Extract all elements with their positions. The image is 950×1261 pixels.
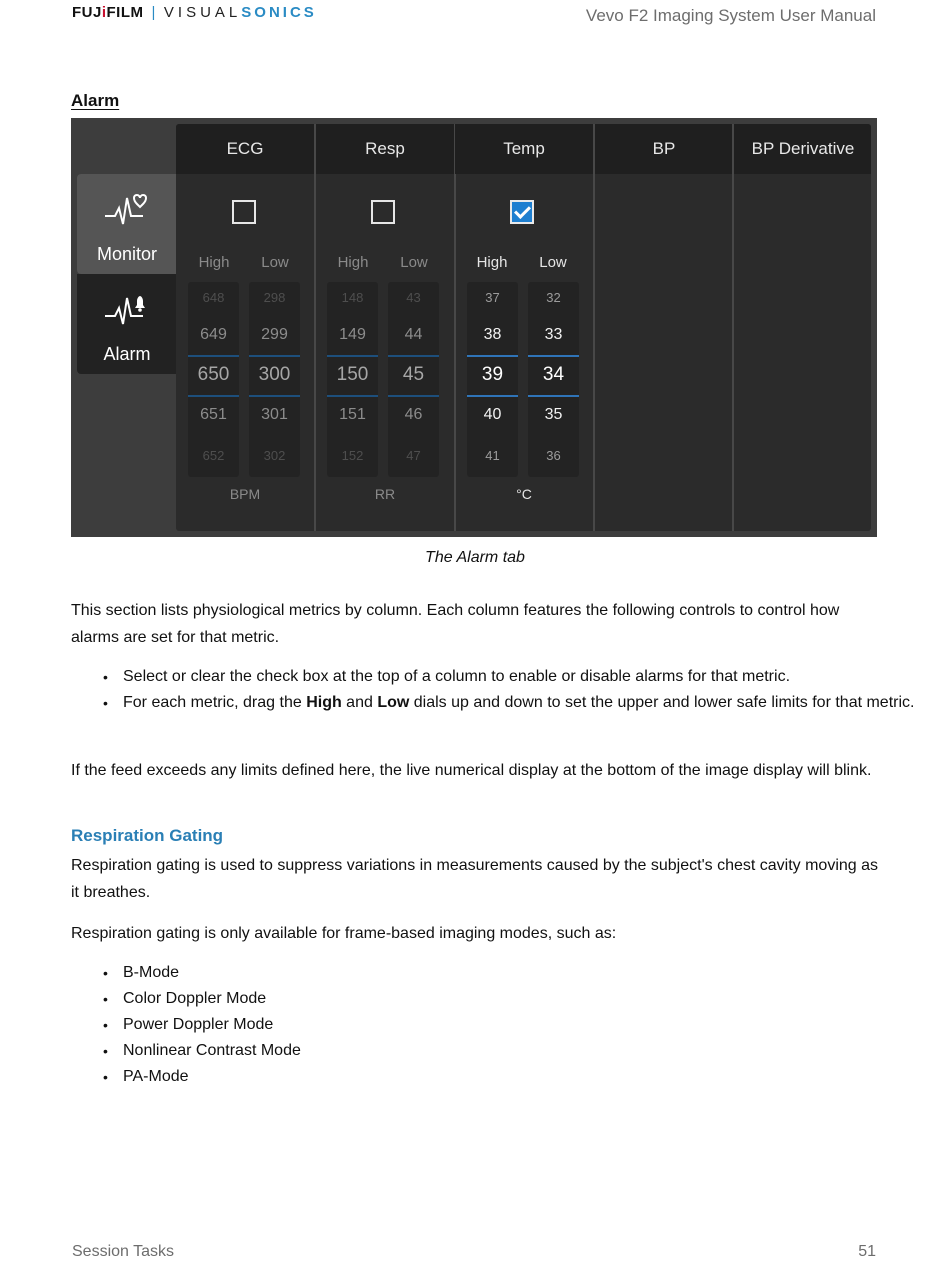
list-item: • For each metric, drag the High and Low dials up and down to set the upper and lower safe limits for that metric. — [123, 690, 931, 716]
ecg-heart-icon — [103, 192, 151, 228]
controls-list — [71, 664, 931, 716]
side-tab-alarm[interactable] — [77, 274, 177, 374]
dial-value: 35 — [544, 406, 563, 423]
list-item: • Power Doppler Mode — [123, 1012, 931, 1038]
low-label: Low — [261, 254, 289, 271]
alarm-tab-screenshot — [71, 118, 877, 537]
list-item: • Select or clear the check box at the top of a column to enable or disable alarms for that metric. — [123, 664, 931, 690]
list-item: • PA-Mode — [123, 1064, 931, 1090]
dial-value: 38 — [483, 326, 502, 343]
dial-selected-value: 45 — [402, 364, 425, 385]
dial-value: 41 — [485, 448, 500, 463]
list-item: • Nonlinear Contrast Mode — [123, 1038, 931, 1064]
imaging-modes-list — [71, 960, 931, 1090]
figure-caption: The Alarm tab — [425, 549, 525, 566]
column-resp — [316, 124, 454, 531]
dial-value: 151 — [339, 406, 366, 423]
dial-value: 302 — [263, 448, 286, 463]
dial-value: 37 — [485, 290, 500, 305]
dial-value: 651 — [200, 406, 227, 423]
dial-value: 152 — [341, 448, 364, 463]
ecg-low-dial[interactable] — [249, 282, 300, 477]
dial-value: 149 — [339, 326, 366, 343]
dial-value: 43 — [406, 290, 421, 305]
respiration-gating-heading: Respiration Gating — [71, 826, 224, 845]
dial-value: 32 — [546, 290, 561, 305]
unit-label: °C — [516, 486, 532, 502]
dial-value: 648 — [202, 290, 225, 305]
section-heading: Alarm — [71, 91, 120, 110]
dial-value: 44 — [404, 326, 423, 343]
column-ecg — [176, 124, 314, 531]
column-bp — [595, 124, 733, 531]
column-header: BP Derivative — [734, 124, 871, 174]
dial-value: 298 — [263, 290, 286, 305]
side-tab-label: Monitor — [96, 244, 158, 264]
dial-selected-value: 34 — [542, 364, 565, 385]
ecg-high-dial[interactable] — [188, 282, 239, 477]
ecg-bell-icon — [103, 292, 151, 328]
side-tab-label: Alarm — [103, 344, 151, 364]
dial-value: 299 — [261, 326, 288, 343]
temp-alarm-checkbox[interactable] — [510, 200, 534, 224]
low-label: Low — [400, 254, 428, 271]
column-header: ECG — [176, 124, 314, 174]
column-temp — [455, 124, 593, 531]
list-item: • B-Mode — [123, 960, 931, 986]
side-tab-monitor[interactable] — [77, 174, 177, 274]
column-header: BP — [595, 124, 733, 174]
high-label: High — [198, 254, 230, 271]
unit-label: RR — [374, 486, 396, 502]
ecg-alarm-checkbox[interactable] — [232, 200, 256, 224]
dial-value: 148 — [341, 290, 364, 305]
temp-low-dial[interactable] — [528, 282, 579, 477]
footer-section-name: Session Tasks — [72, 1243, 174, 1260]
intro-paragraph: This section lists physiological metrics by column. Each column features the following controls to control how alarms are set for that metric. — [71, 602, 840, 646]
dial-value: 652 — [202, 448, 225, 463]
dial-selected-value: 150 — [336, 364, 369, 385]
dial-value: 649 — [200, 326, 227, 343]
low-label: Low — [539, 254, 567, 271]
resp-alarm-checkbox[interactable] — [371, 200, 395, 224]
dial-selected-value: 39 — [481, 364, 504, 385]
dial-value: 33 — [544, 326, 563, 343]
dial-value: 47 — [406, 448, 421, 463]
resp-modes-intro: Respiration gating is only available for frame-based imaging modes, such as: — [71, 925, 617, 942]
column-header: Temp — [455, 124, 593, 174]
dial-selected-value: 300 — [258, 364, 291, 385]
fujifilm-visualsonics-logo: FUJiFILM | VISUALSONICS — [72, 4, 317, 21]
exceed-paragraph: If the feed exceeds any limits defined here, the live numerical display at the bottom of the image display will blink. — [71, 762, 872, 779]
unit-label: BPM — [229, 486, 261, 502]
dial-selected-value: 650 — [197, 364, 230, 385]
page-number: 51 — [858, 1243, 876, 1260]
column-bp-derivative — [734, 124, 871, 531]
list-item: • Color Doppler Mode — [123, 986, 931, 1012]
resp-paragraph: Respiration gating is used to suppress variations in measurements caused by the subject's chest cavity moving as it breathes. — [71, 857, 879, 901]
resp-low-dial[interactable] — [388, 282, 439, 477]
dial-value: 40 — [483, 406, 502, 423]
resp-high-dial[interactable] — [327, 282, 378, 477]
dial-value: 36 — [546, 448, 561, 463]
high-label: High — [476, 254, 508, 271]
dial-value: 301 — [261, 406, 288, 423]
temp-high-dial[interactable] — [467, 282, 518, 477]
manual-title: Vevo F2 Imaging System User Manual — [585, 6, 876, 25]
column-header: Resp — [316, 124, 454, 174]
high-label: High — [337, 254, 369, 271]
dial-value: 46 — [404, 406, 423, 423]
